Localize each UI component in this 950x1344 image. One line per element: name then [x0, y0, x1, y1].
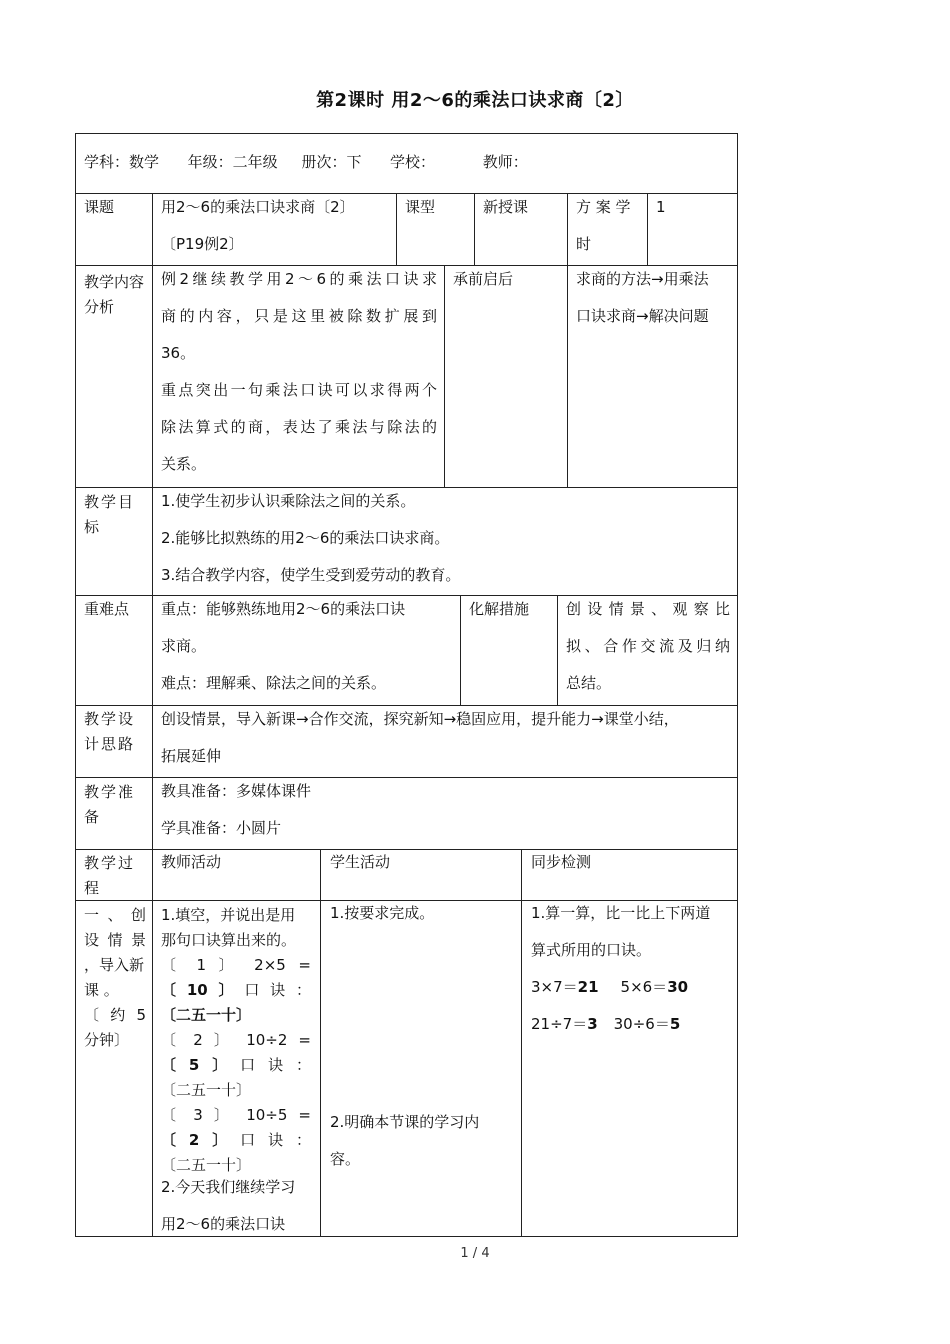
design-text: 创设情景，导入新课→合作交流，探究新知→稳固应用，提升能力→课堂小结， 拓展延伸: [161, 710, 679, 765]
check-col-header: 同步检测: [531, 853, 592, 871]
page-title: 第2课时 用2～6的乘法口诀求商〔2〕: [316, 90, 634, 111]
course-type-label: 课型: [405, 198, 436, 216]
content-analysis-label: 教学内容分析: [84, 273, 145, 316]
goal-item: 2.能够比拟熟练的用2～6的乘法口诀求商。: [161, 529, 450, 547]
hours-value: 1: [656, 198, 666, 216]
col-divider: [320, 849, 321, 1237]
hours-label: 方 案 学 时: [576, 198, 631, 253]
stage1-student-item2: 2.明确本节课的学习内 容。: [330, 1113, 480, 1168]
goals-label: 教学目标: [84, 493, 136, 536]
col-divider: [396, 193, 397, 265]
col-divider: [474, 193, 475, 265]
col-divider: [444, 265, 445, 487]
col-divider: [521, 849, 522, 1237]
content-analysis-mid-label: 承前启后: [453, 270, 514, 288]
stage1-teacher-activity: 1.填空，并说出是用 那句口诀算出来的。 〔 1 〕 2×5 = 〔10〕口诀： 〔二五一十〕 〔 2 〕 10÷2 = 〔5〕口诀： 〔二五一十〕 〔 3 〕 10÷5 = 〔2〕口诀： 〔二五一十〕: [161, 906, 311, 1174]
process-label: 教学过程: [84, 854, 136, 897]
col-divider: [557, 595, 558, 705]
header-info: 学科：数学 年级：二年级 册次：下 学校： 教师：: [84, 153, 528, 171]
col-divider: [152, 193, 153, 1237]
stage1-teacher-next: 2.今天我们继续学习 用2～6的乘法口诀: [161, 1178, 296, 1233]
course-type-value: 新授课: [483, 198, 529, 216]
key-points-label: 重难点: [84, 600, 130, 618]
col-divider: [647, 193, 648, 265]
course-value: 用2～6的乘法口诀求商〔2〕 〔P19例2〕: [161, 198, 355, 253]
prep-text: 教具准备：多媒体课件 学具准备：小圆片: [161, 782, 312, 837]
col-divider: [567, 193, 568, 265]
course-label: 课题: [84, 198, 115, 216]
teacher-col-header: 教师活动: [161, 853, 222, 871]
key-points-mid-label: 化解措施: [469, 600, 530, 618]
prep-label: 教学准备: [84, 783, 136, 826]
stage1-label: 一、创 设情景 ，导入新 课 。 〔约5 分钟〕: [84, 906, 146, 1049]
content-analysis-text: 例2继续教学用2～6的乘法口诀求 商的内容，只是这里被除数扩展到 36。 重点突出一句乘法口诀可以求得两个 除法算式的商，表达了乘法与除法的 关系。: [161, 270, 437, 473]
key-points-measures: 创设情景、观察比 拟、合作交流及归纳 总结。: [566, 600, 730, 692]
content-analysis-flow: 求商的方法→用乘法 口诀求商→解决问题: [576, 270, 709, 325]
stage1-check: 1.算一算，比一比上下两道 算式所用的口诀。 3×7＝21 5×6＝30 21÷7＝3 30÷6＝5: [531, 904, 711, 1033]
stage1-student-item1: 1.按要求完成。: [330, 904, 435, 922]
goal-item: 3.结合教学内容，使学生受到爱劳动的教育。: [161, 566, 461, 584]
student-col-header: 学生活动: [330, 853, 391, 871]
goals-list: [161, 483, 460, 594]
design-label: 教学设计思路: [84, 710, 136, 753]
col-divider: [567, 265, 568, 487]
goal-item: 1.使学生初步认识乘除法之间的关系。: [161, 492, 416, 510]
page-number: 1 / 4: [460, 1246, 490, 1261]
key-points-text: 重点：能够熟练地用2～6的乘法口诀 求商。 难点：理解乘、除法之间的关系。: [161, 600, 406, 692]
col-divider: [460, 595, 461, 705]
